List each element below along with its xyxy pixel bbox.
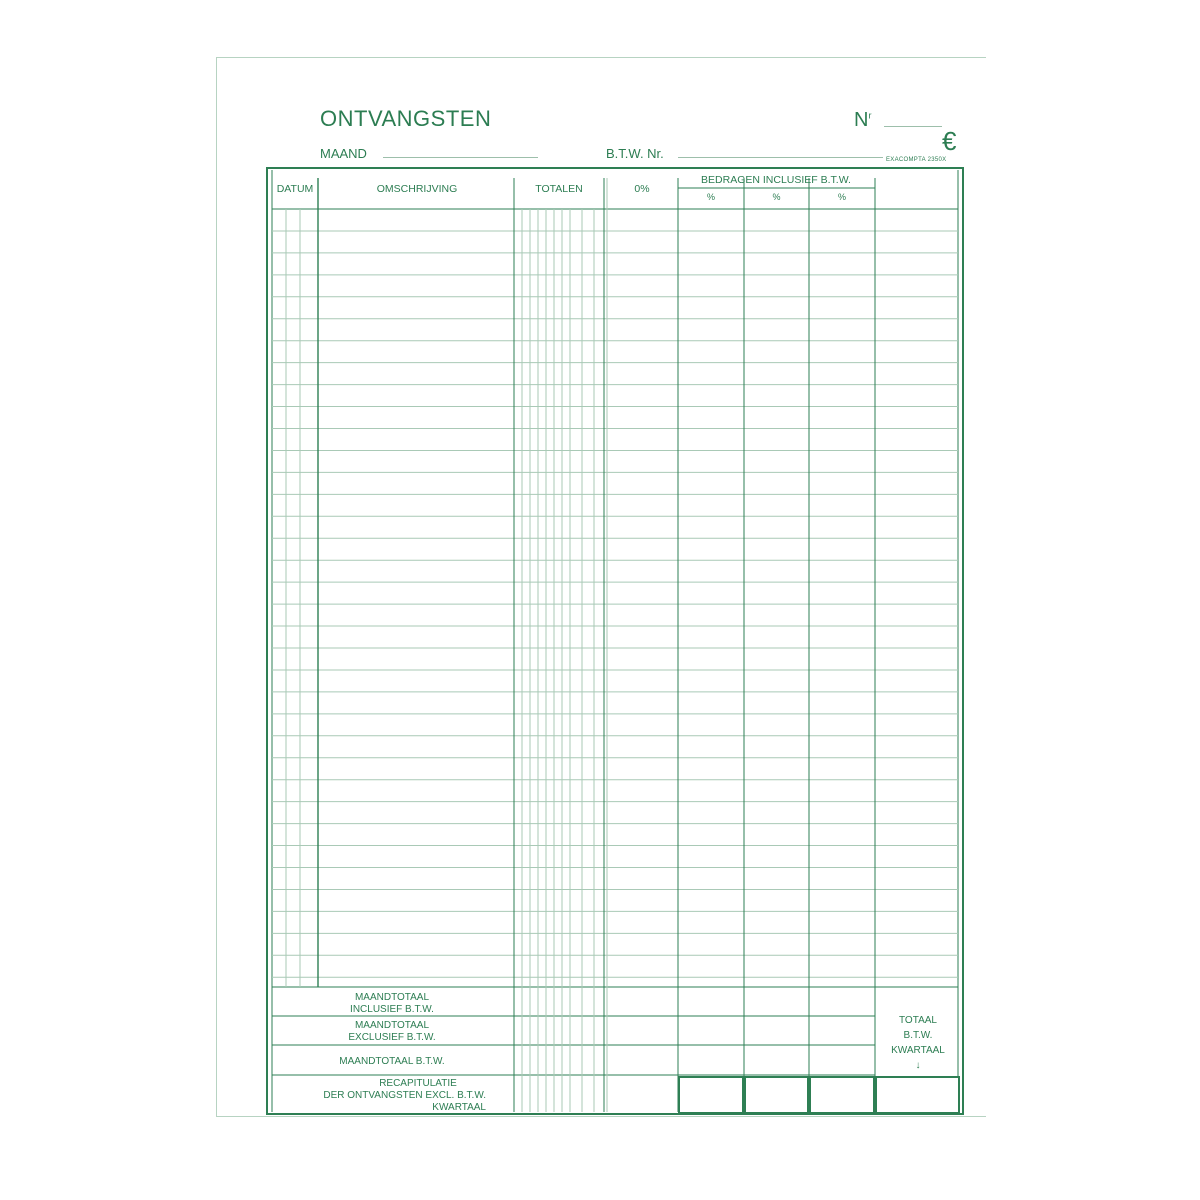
- footer-month-total-vat: MAANDTOTAAL B.T.W.: [339, 1056, 445, 1067]
- col-header-datum: DATUM: [276, 183, 314, 195]
- number-label: $N^r$: [854, 109, 872, 131]
- col-header-zero-pct: 0%: [634, 183, 650, 195]
- col-header-pct-1: %: [706, 192, 715, 202]
- publisher-code: EXACOMPTA 2350X: [886, 157, 947, 163]
- form-title: ONTVANGSTEN: [320, 106, 492, 131]
- arrow-down-icon: ↓: [915, 1060, 921, 1071]
- footer-month-total-incl: MAANDTOTAAL INCLUSIEF B.T.W.: [350, 992, 434, 1015]
- col-header-omschrijving: OMSCHRIJVING: [376, 183, 458, 195]
- col-header-bedragen: BEDRAGEN INCLUSIEF B.T.W.: [701, 174, 851, 186]
- footer-quarter-total-vat: TOTAAL B.T.W. KWARTAAL ↓: [876, 1013, 960, 1073]
- month-label: MAAND: [320, 146, 367, 161]
- footer-month-total-excl: MAANDTOTAAL EXCLUSIEF B.T.W.: [348, 1020, 436, 1043]
- euro-icon: €: [942, 126, 957, 156]
- footer-recap: RECAPITULATIE DER ONTVANGSTEN EXCL. B.T.W. KWARTAAL: [323, 1078, 486, 1113]
- col-header-pct-2: %: [772, 192, 781, 202]
- col-header-totalen: TOTALEN: [535, 183, 583, 195]
- col-header-pct-3: %: [837, 192, 846, 202]
- vat-label: B.T.W. Nr.: [606, 146, 664, 161]
